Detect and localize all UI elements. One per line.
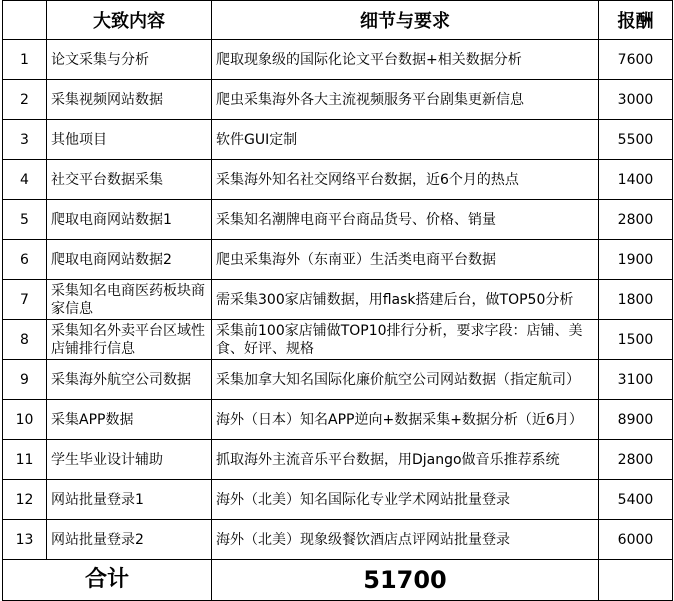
total-value: 51700 bbox=[212, 560, 599, 601]
row-index: 7 bbox=[3, 280, 47, 320]
row-content: 采集APP数据 bbox=[47, 400, 212, 440]
row-content: 爬取电商网站数据1 bbox=[47, 200, 212, 240]
row-content: 其他项目 bbox=[47, 120, 212, 160]
row-index: 8 bbox=[3, 320, 47, 360]
row-payment: 5500 bbox=[599, 120, 673, 160]
table-row bbox=[3, 440, 673, 480]
total-row bbox=[3, 560, 673, 601]
row-content: 采集视频网站数据 bbox=[47, 80, 212, 120]
table-row bbox=[3, 120, 673, 160]
row-details: 采集前100家店铺做TOP10排行分析，要求字段：店铺、美食、好评、规格 bbox=[212, 320, 599, 360]
row-payment: 7600 bbox=[599, 40, 673, 80]
row-details: 采集知名潮牌电商平台商品货号、价格、销量 bbox=[212, 200, 599, 240]
row-payment: 5400 bbox=[599, 480, 673, 520]
row-details: 采集加拿大知名国际化廉价航空公司网站数据（指定航司） bbox=[212, 360, 599, 400]
row-payment: 1500 bbox=[599, 320, 673, 360]
row-content: 采集知名外卖平台区域性店铺排行信息 bbox=[47, 320, 212, 360]
row-content: 社交平台数据采集 bbox=[47, 160, 212, 200]
table-row bbox=[3, 80, 673, 120]
row-payment: 2800 bbox=[599, 200, 673, 240]
row-index: 4 bbox=[3, 160, 47, 200]
row-payment: 6000 bbox=[599, 520, 673, 560]
row-details: 爬虫采集海外（东南亚）生活类电商平台数据 bbox=[212, 240, 599, 280]
header-index bbox=[3, 1, 47, 40]
table-row bbox=[3, 480, 673, 520]
row-details: 采集海外知名社交网络平台数据，近6个月的热点 bbox=[212, 160, 599, 200]
total-label: 合计 bbox=[3, 560, 212, 601]
row-index: 3 bbox=[3, 120, 47, 160]
row-details: 抓取海外主流音乐平台数据，用Django做音乐推荐系统 bbox=[212, 440, 599, 480]
row-index: 9 bbox=[3, 360, 47, 400]
row-index: 6 bbox=[3, 240, 47, 280]
row-index: 12 bbox=[3, 480, 47, 520]
row-details: 海外（北美）知名国际化专业学术网站批量登录 bbox=[212, 480, 599, 520]
row-content: 学生毕业设计辅助 bbox=[47, 440, 212, 480]
row-details: 爬取现象级的国际化论文平台数据+相关数据分析 bbox=[212, 40, 599, 80]
row-payment: 8900 bbox=[599, 400, 673, 440]
table-row bbox=[3, 240, 673, 280]
table-row bbox=[3, 160, 673, 200]
table-row bbox=[3, 40, 673, 80]
row-index: 5 bbox=[3, 200, 47, 240]
row-payment: 1800 bbox=[599, 280, 673, 320]
table-row bbox=[3, 520, 673, 560]
row-payment: 3000 bbox=[599, 80, 673, 120]
row-payment: 2800 bbox=[599, 440, 673, 480]
row-content: 网站批量登录2 bbox=[47, 520, 212, 560]
row-payment: 3100 bbox=[599, 360, 673, 400]
row-index: 11 bbox=[3, 440, 47, 480]
project-pricing-table bbox=[2, 0, 673, 601]
row-index: 13 bbox=[3, 520, 47, 560]
total-empty-cell bbox=[599, 560, 673, 601]
row-payment: 1900 bbox=[599, 240, 673, 280]
table-row bbox=[3, 400, 673, 440]
table-row bbox=[3, 320, 673, 360]
row-details: 海外（北美）现象级餐饮酒店点评网站批量登录 bbox=[212, 520, 599, 560]
row-details: 爬虫采集海外各大主流视频服务平台剧集更新信息 bbox=[212, 80, 599, 120]
table-row bbox=[3, 280, 673, 320]
row-payment: 1400 bbox=[599, 160, 673, 200]
row-index: 1 bbox=[3, 40, 47, 80]
header-content: 大致内容 bbox=[47, 1, 212, 40]
row-content: 爬取电商网站数据2 bbox=[47, 240, 212, 280]
row-details: 需采集300家店铺数据，用flask搭建后台，做TOP50分析 bbox=[212, 280, 599, 320]
row-details: 软件GUI定制 bbox=[212, 120, 599, 160]
header-payment: 报酬 bbox=[599, 1, 673, 40]
row-index: 10 bbox=[3, 400, 47, 440]
row-content: 采集海外航空公司数据 bbox=[47, 360, 212, 400]
table-header-row bbox=[3, 1, 673, 40]
row-details: 海外（日本）知名APP逆向+数据采集+数据分析（近6月） bbox=[212, 400, 599, 440]
row-content: 论文采集与分析 bbox=[47, 40, 212, 80]
row-content: 采集知名电商医药板块商家信息 bbox=[47, 280, 212, 320]
table-row bbox=[3, 360, 673, 400]
table-row bbox=[3, 200, 673, 240]
row-index: 2 bbox=[3, 80, 47, 120]
header-details: 细节与要求 bbox=[212, 1, 599, 40]
row-content: 网站批量登录1 bbox=[47, 480, 212, 520]
